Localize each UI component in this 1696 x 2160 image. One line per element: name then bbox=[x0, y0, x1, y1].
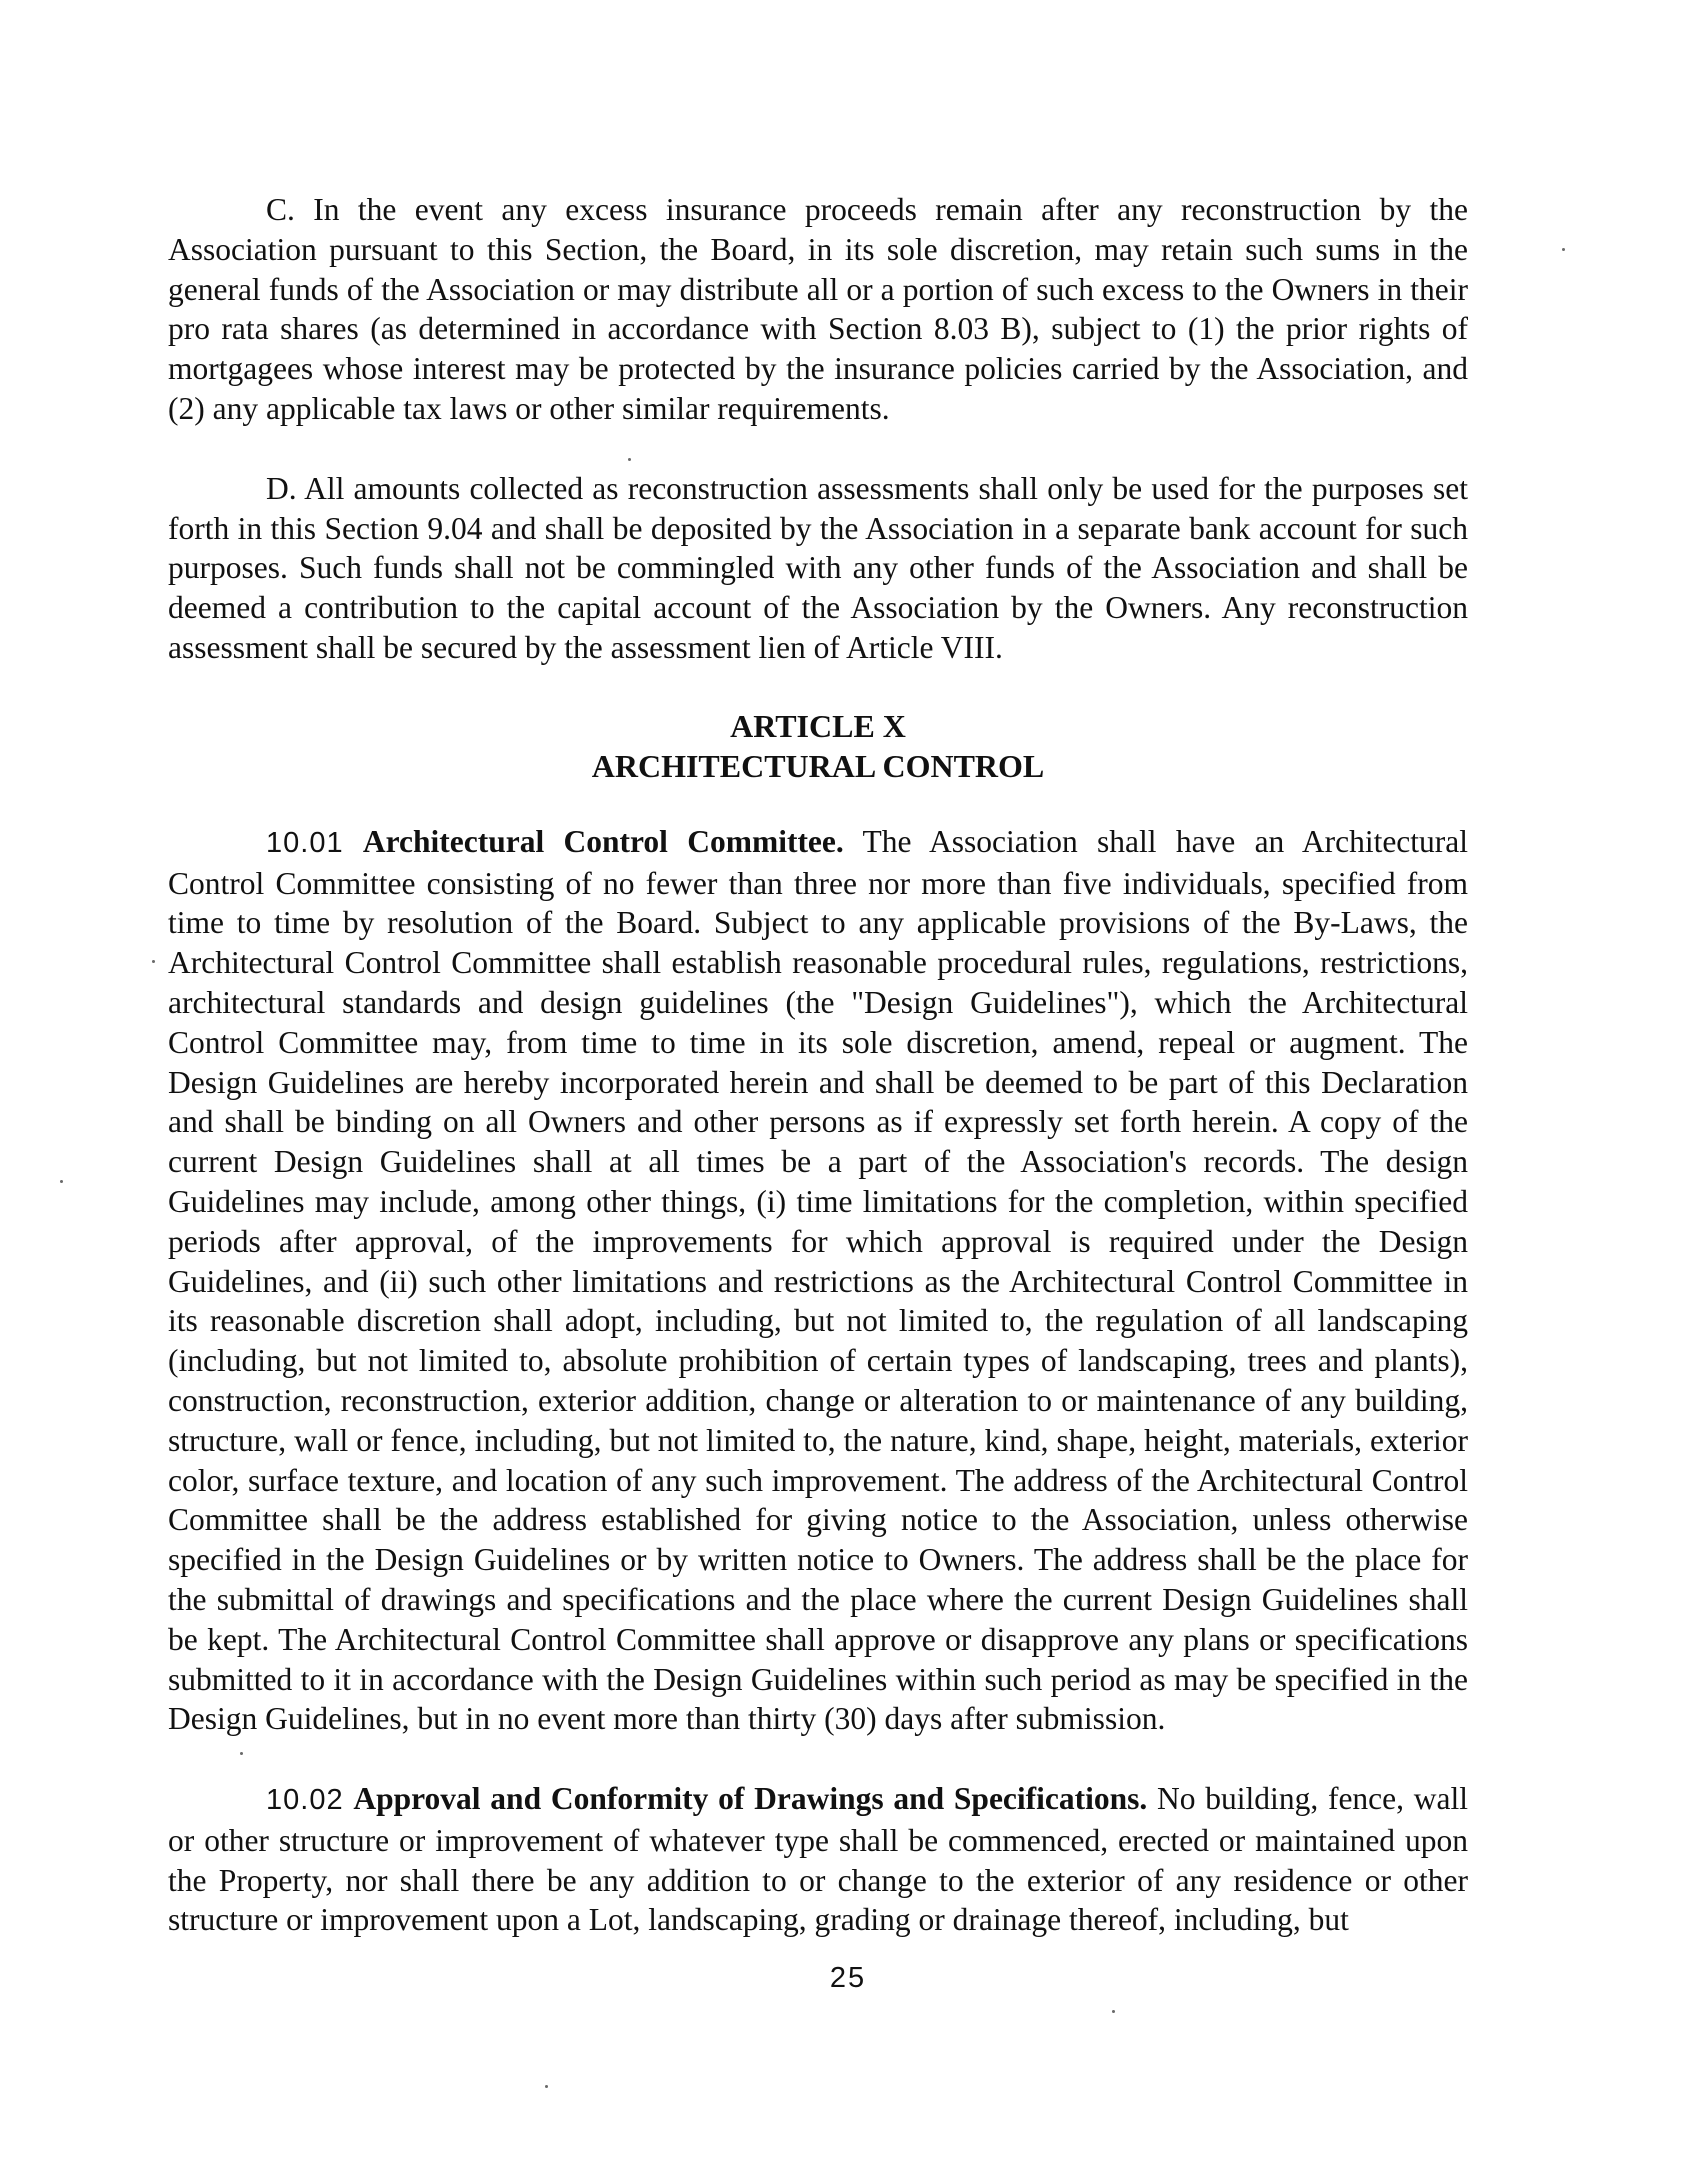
article-heading bbox=[168, 706, 1468, 786]
section-10-02 bbox=[168, 1779, 1468, 1940]
article-number: ARTICLE X bbox=[730, 707, 906, 744]
scan-speck bbox=[240, 1752, 243, 1755]
section-body: The Association shall have an Architectural Control Committee consisting of no fewer than three nor more than five individuals, specified from time to time by resolution of the Board. Subject to any applicable provisions of the By-Laws, the Architectural Control Committee shall establish reasonable procedural rules, regulations, restrictions, architectural standards and design guidelines (the "Design Guidelines"), which the Architectural Control Committee may, from time to time in its sole discretion, amend, repeal or augment. The Design Guidelines are hereby incorporated herein and shall be deemed to be part of this Declaration and shall be binding on all Owners and other persons as if expressly set forth herein. A copy of the current Design Guidelines shall at all times be a part of the Association's records. The design Guidelines may include, among other things, (i) time limitations for the completion, within specified periods after approval, of the improvements for which approval is required under the Design Guidelines, and (ii) such other limitations and restrictions as the Architectural Control Committee in its reasonable discretion shall adopt, including, but not limited to, the regulation of all landscaping (including, but not limited to, absolute prohibition of certain types of landscaping, trees and plants), construction, reconstruction, exterior addition, change or alteration to or maintenance of any building, structure, wall or fence, including, but not limited to, the nature, kind, shape, height, materials, exterior color, surface texture, and location of any such improvement. The address of the Architectural Control Committee shall be the address established for giving notice to the Association, unless otherwise specified in the Design Guidelines or by written notice to Owners. The address shall be the place for the submittal of drawings and specifications and the place where the current Design Guidelines shall be kept. The Architectural Control Committee shall approve or disapprove any plans or specifications submitted to it in accordance with the Design Guidelines within such period as may be specified in the Design Guidelines, but in no event more than thirty (30) days after submission. bbox=[168, 823, 1469, 1737]
page-number: 25 bbox=[829, 1962, 867, 1994]
section-number: 10.01 bbox=[266, 826, 344, 859]
document-page bbox=[168, 190, 1468, 1940]
paragraph-d: D. All amounts collected as reconstruction assessments shall only be used for the purposes set forth in this Section 9.04 and shall be deposited by the Association in a separate bank account for such purposes. Such funds shall not be commingled with any other funds of the Association and shall be deemed a contribution to the capital account of the Association by the Owners. Any reconstruction assessment shall be secured by the assessment lien of Article VIII. bbox=[168, 470, 1468, 665]
scan-speck bbox=[545, 2085, 548, 2088]
scan-speck bbox=[152, 960, 155, 963]
scan-speck bbox=[60, 1180, 63, 1183]
scan-speck bbox=[1112, 2010, 1115, 2013]
section-number: 10.02 bbox=[266, 1784, 344, 1817]
scan-speck bbox=[1562, 248, 1565, 251]
section-10-01 bbox=[168, 822, 1468, 1739]
section-title: Approval and Conformity of Drawings and Specifications. bbox=[353, 1781, 1148, 1817]
article-title: ARCHITECTURAL CONTROL bbox=[591, 747, 1045, 784]
section-body: No building, fence, wall or other structure or improvement of whatever type shall be commenced, erected or maintained upon the Property, nor shall there be any addition to or change to the exterior of any residence or other structure or improvement upon a Lot, landscaping, grading or drainage thereof, including, but bbox=[168, 1781, 1469, 1938]
scan-speck bbox=[628, 458, 631, 461]
section-title: Architectural Control Committee. bbox=[362, 823, 844, 859]
paragraph-c: C. In the event any excess insurance proceeds remain after any reconstruction by the Association pursuant to this Section, the Board, in its sole discretion, may retain such sums in the general funds of the Association or may distribute all or a portion of such excess to the Owners in their pro rata shares (as determined in accordance with Section 8.03 B), subject to (1) the prior rights of mortgagees whose interest may be protected by the insurance policies carried by the Association, and (2) any applicable tax laws or other similar requirements. bbox=[168, 192, 1468, 426]
